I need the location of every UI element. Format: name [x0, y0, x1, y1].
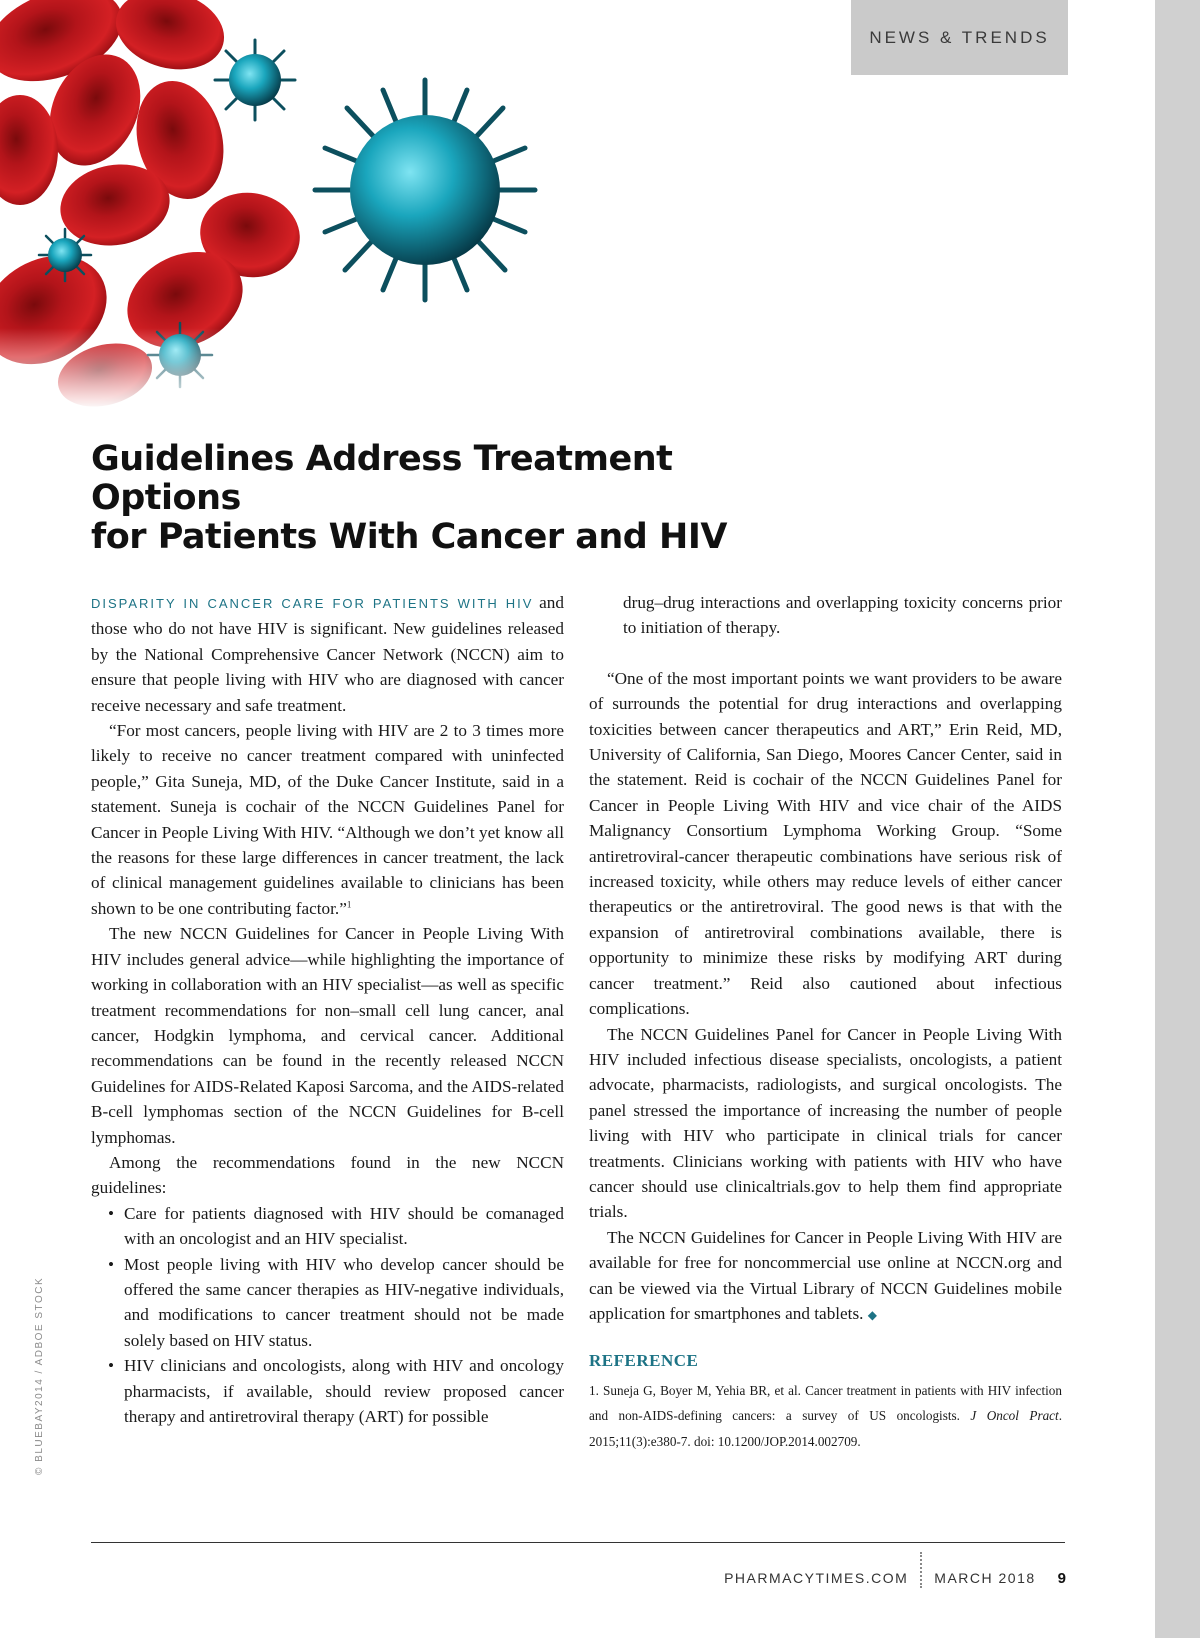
reference-journal: J Oncol Pract: [970, 1408, 1059, 1424]
paragraph-1: and those who do not have HIV is significant. New guidelines released by the National Comprehensive Cancer Network (NCCN) aim to ensure that people living with HIV who are diagnosed with cancer receive necessary and safe treatment.: [91, 593, 564, 715]
footer-site: PHARMACYTIMES.COM: [724, 1570, 909, 1586]
reference-text-b: . 2015;11(3):e380-7. doi: 10.1200/JOP.2014.002709.: [589, 1408, 1062, 1449]
paragraph-7: [589, 1225, 1062, 1329]
footer-separator: [920, 1552, 922, 1588]
footer-date: MARCH 2018: [934, 1570, 1036, 1586]
section-tab: NEWS & TRENDS: [851, 0, 1068, 75]
recommendation-list: [91, 1201, 564, 1430]
photo-credit: © BLUEBAY2014 / ADBOE STOCK: [34, 1276, 45, 1475]
footer-divider: [91, 1542, 1065, 1543]
paragraph-6: The NCCN Guidelines Panel for Cancer in People Living With HIV included infectious disease specialists, oncologists, a patient advocate, pharmacists, radiologists, and surgical oncologists. The panel stressed the importance of increasing the number of people living with HIV who participate in clinical trials for cancer treatments. Clinicians working with patients with HIV who have cancer should use clinicaltrials.gov to help them find appropriate trials.: [589, 1024, 1062, 1222]
list-item: • Most people living with HIV who develop cancer should be offered the same cancer therapies as HIV-negative individuals, and modifications to cancer treatment should not be made solely based on HIV status.: [124, 1252, 564, 1354]
spacer: [589, 641, 1062, 666]
paragraph-5: “One of the most important points we want providers to be aware of surrounds the potential for drug interactions and overlapping toxicities between cancer therapeutics and ART,” Erin Reid, MD, University of California, San Diego, Moores Cancer Center, said in the statement. Reid is cochair of the NCCN Guidelines Panel for Cancer in People Living With HIV and vice chair of the AIDS Malignancy Consortium Lymphoma Working Group. “Some antiretroviral-cancer therapeutic combinations have serious risk of increased toxicity, while others may reduce levels of either cancer therapeutics or the antiretroviral. The good news is that with the expansion of antiretroviral combinations available, there is opportunity to minimize these risks by modifying ART during cancer treatment.” Reid also cautioned about infectious complications.: [589, 668, 1062, 1019]
citation-marker: 1: [346, 899, 352, 910]
lead-in: [91, 590, 564, 718]
paragraph-3: The new NCCN Guidelines for Cancer in People Living With HIV includes general advice—while highlighting the importance of working in collaboration with an HIV specialist—as well as specific treatment recommendations for non–small cell lung cancer, anal cancer, Hodgkin lymphoma, and cervical cancer. Additional recommendations can be found in the recently released NCCN Guidelines for AIDS-Related Kaposi Sarcoma, and the AIDS-related B-cell lymphomas section of the NCCN Guidelines for B-cell lymphomas.: [91, 924, 564, 1147]
article-column-left: [91, 590, 564, 1429]
paragraph-2-text: “For most cancers, people living with HIV are 2 to 3 times more likely to receive no cancer treatment compared with uninfected people,” Gita Suneja, MD, of the Duke Cancer Institute, said in a statement. Suneja is cochair of the NCCN Guidelines Panel for Cancer in People Living With HIV. “Although we don’t yet know all the reasons for these large differences in cancer treatment, the lack of clinical management guidelines available to clinicians has been shown to be one contributing factor.”: [91, 721, 564, 918]
list-item: • Care for patients diagnosed with HIV should be comanaged with an oncologist and an HIV specialist.: [124, 1201, 564, 1252]
paragraph-4: Among the recommendations found in the new NCCN guidelines:: [91, 1152, 564, 1198]
hero-illustration: [0, 0, 560, 410]
reference-heading: REFERENCE: [589, 1351, 699, 1371]
paragraph-7-text: The NCCN Guidelines for Cancer in People Living With HIV are available for free for noncommercial use online at NCCN.org and can be viewed via the Virtual Library of NCCN Guidelines mobile application for smartphones and tablets.: [589, 1227, 1062, 1323]
article-title: [91, 440, 811, 557]
list-item: • HIV clinicians and oncologists, along with HIV and oncology pharmacists, if available, should review proposed cancer therapy and antiretroviral therapy (ART) for possible: [124, 1353, 564, 1429]
page-number: 9: [1057, 1569, 1066, 1587]
paragraph-2: [91, 718, 564, 921]
right-margin-strip: [1155, 0, 1200, 1638]
page-footer: [724, 1560, 1066, 1596]
list-item-continuation: drug–drug interactions and overlapping toxicity concerns prior to initiation of therapy.: [623, 593, 1062, 638]
title-line-2: for Patients With Cancer and HIV: [91, 517, 727, 557]
title-line-1: Guidelines Address Treatment Options: [91, 439, 673, 518]
reference-entry: [589, 1378, 1062, 1454]
end-mark-icon: ◆: [867, 1307, 877, 1322]
lead-in-smallcaps: DISPARITY IN CANCER CARE FOR PATIENTS WITH HIV: [91, 596, 534, 611]
article-column-right: [589, 590, 1062, 1454]
reference-text-a: 1. Suneja G, Boyer M, Yehia BR, et al. Cancer treatment in patients with HIV infection and non-AIDS-defining cancers: a survey of US oncologists.: [589, 1382, 1062, 1424]
